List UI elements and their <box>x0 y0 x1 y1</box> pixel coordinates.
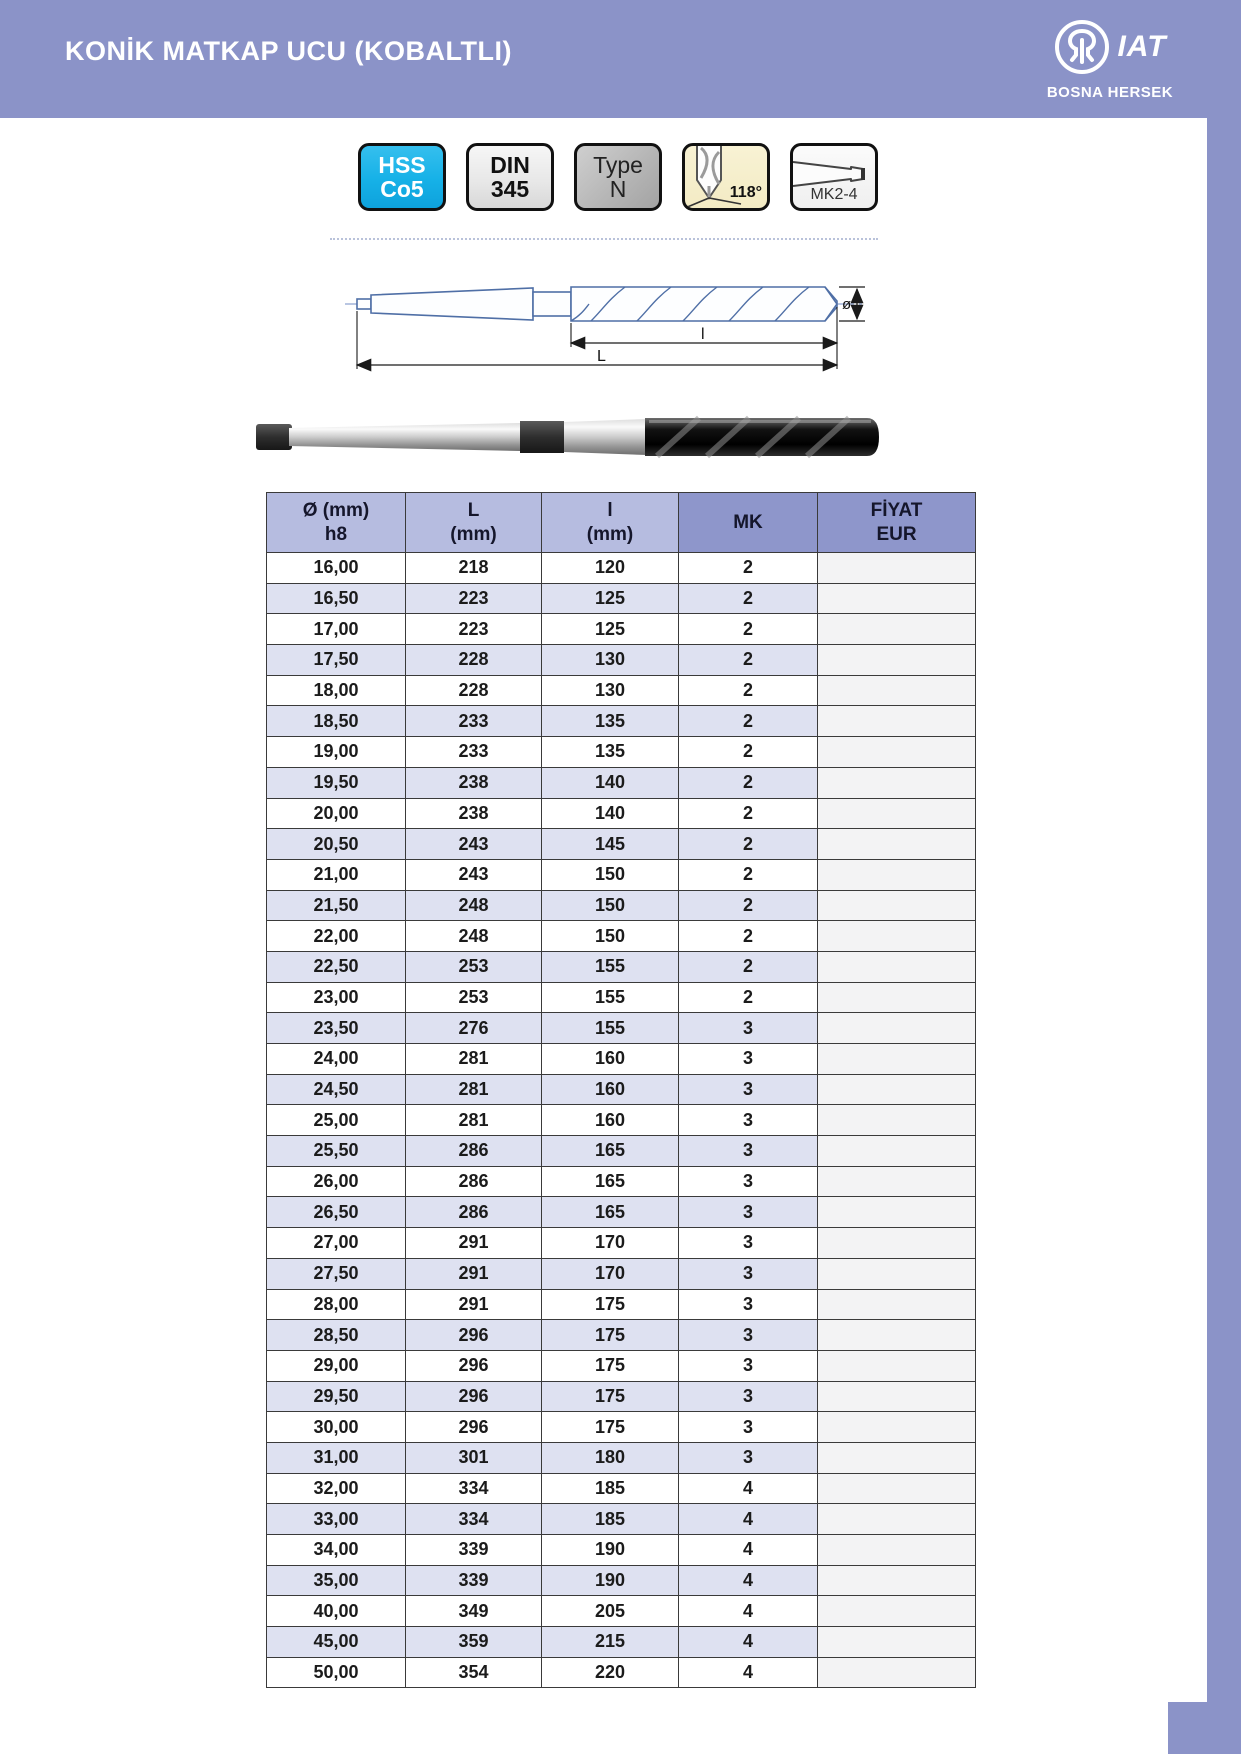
col-diameter-title: Ø (mm) <box>302 499 370 521</box>
price-cell <box>818 1535 976 1566</box>
table-row <box>267 1105 976 1136</box>
table-row <box>267 890 976 921</box>
table-row <box>267 1381 976 1412</box>
diameter-cell: 21,50 <box>267 890 406 921</box>
table-row <box>267 737 976 768</box>
size-table <box>266 492 976 1688</box>
col-flute-length-subtitle: (mm) <box>586 523 634 545</box>
price-cell <box>818 1320 976 1351</box>
mk-cell: 3 <box>679 1228 818 1259</box>
mk-cell: 2 <box>679 706 818 737</box>
diameter-cell: 29,00 <box>267 1350 406 1381</box>
diameter-cell: 22,50 <box>267 951 406 982</box>
col-header-diameter <box>267 493 406 553</box>
total-length-cell: 223 <box>406 583 542 614</box>
price-cell <box>818 1473 976 1504</box>
price-cell <box>818 951 976 982</box>
table-row <box>267 1596 976 1627</box>
diameter-cell: 18,00 <box>267 675 406 706</box>
drill-technical-drawing <box>345 243 875 373</box>
table-row <box>267 1228 976 1259</box>
price-cell <box>818 675 976 706</box>
badge-morse-taper <box>790 143 878 211</box>
total-length-cell: 276 <box>406 1013 542 1044</box>
table-row <box>267 614 976 645</box>
total-length-cell: 223 <box>406 614 542 645</box>
diameter-cell: 31,00 <box>267 1442 406 1473</box>
badge-hss-co5 <box>358 143 446 211</box>
flute-length-cell: 190 <box>542 1565 679 1596</box>
flute-length-cell: 125 <box>542 614 679 645</box>
price-cell <box>818 1013 976 1044</box>
price-cell <box>818 1289 976 1320</box>
size-table-header <box>267 493 976 553</box>
table-row <box>267 859 976 890</box>
total-length-cell: 286 <box>406 1197 542 1228</box>
col-header-total-length <box>406 493 542 553</box>
mk-cell: 3 <box>679 1074 818 1105</box>
mk-cell: 3 <box>679 1442 818 1473</box>
mk-cell: 3 <box>679 1013 818 1044</box>
bottom-right-block <box>1168 1702 1241 1754</box>
mk-cell: 2 <box>679 798 818 829</box>
mk-cell: 2 <box>679 553 818 584</box>
total-length-cell: 243 <box>406 829 542 860</box>
badge-type-line2: N <box>609 176 627 202</box>
flute-length-cell: 150 <box>542 890 679 921</box>
mk-cell: 2 <box>679 859 818 890</box>
diameter-cell: 50,00 <box>267 1657 406 1688</box>
drill-photo <box>255 413 880 461</box>
price-cell <box>818 1627 976 1658</box>
table-row <box>267 982 976 1013</box>
header-bar <box>0 0 1241 118</box>
mk-cell: 3 <box>679 1166 818 1197</box>
flute-length-cell: 175 <box>542 1350 679 1381</box>
price-cell <box>818 1442 976 1473</box>
diameter-cell: 28,00 <box>267 1289 406 1320</box>
diameter-cell: 26,50 <box>267 1197 406 1228</box>
price-cell <box>818 829 976 860</box>
right-sidebar-strip <box>1207 0 1241 1754</box>
brand-name: IAT <box>1117 30 1167 63</box>
diameter-cell: 19,00 <box>267 737 406 768</box>
price-cell <box>818 706 976 737</box>
price-cell <box>818 767 976 798</box>
col-header-mk <box>679 493 818 553</box>
diameter-cell: 45,00 <box>267 1627 406 1658</box>
diameter-cell: 20,00 <box>267 798 406 829</box>
diameter-cell: 27,50 <box>267 1258 406 1289</box>
flute-length-cell: 145 <box>542 829 679 860</box>
table-row <box>267 1657 976 1688</box>
flute-length-cell: 155 <box>542 982 679 1013</box>
mk-cell: 2 <box>679 890 818 921</box>
mk-cell: 4 <box>679 1627 818 1658</box>
price-cell <box>818 1228 976 1259</box>
flute-length-cell: 175 <box>542 1412 679 1443</box>
price-cell <box>818 737 976 768</box>
flute-length-cell: 215 <box>542 1627 679 1658</box>
diameter-cell: 17,00 <box>267 614 406 645</box>
mk-cell: 3 <box>679 1044 818 1075</box>
diameter-cell: 26,00 <box>267 1166 406 1197</box>
price-cell <box>818 1565 976 1596</box>
table-row <box>267 675 976 706</box>
badge-din-line1: DIN <box>490 151 530 178</box>
diameter-cell: 27,00 <box>267 1228 406 1259</box>
flute-length-cell: 135 <box>542 706 679 737</box>
diameter-cell: 33,00 <box>267 1504 406 1535</box>
diameter-cell: 19,50 <box>267 767 406 798</box>
mk-cell: 4 <box>679 1596 818 1627</box>
col-header-flute-length <box>542 493 679 553</box>
mk-cell: 3 <box>679 1136 818 1167</box>
mk-cell: 2 <box>679 951 818 982</box>
mk-cell: 2 <box>679 645 818 676</box>
table-row <box>267 1412 976 1443</box>
price-cell <box>818 1258 976 1289</box>
price-cell <box>818 1596 976 1627</box>
flute-length-cell: 155 <box>542 951 679 982</box>
total-length-cell: 334 <box>406 1473 542 1504</box>
total-length-cell: 248 <box>406 890 542 921</box>
diameter-cell: 22,00 <box>267 921 406 952</box>
badge-din-345 <box>466 143 554 211</box>
table-row <box>267 1044 976 1075</box>
mk-cell: 3 <box>679 1381 818 1412</box>
table-row <box>267 798 976 829</box>
flute-length-label: l <box>701 326 705 343</box>
price-cell <box>818 1504 976 1535</box>
flute-length-cell: 125 <box>542 583 679 614</box>
mk-cell: 2 <box>679 982 818 1013</box>
diameter-cell: 32,00 <box>267 1473 406 1504</box>
price-cell <box>818 1136 976 1167</box>
diameter-cell: 40,00 <box>267 1596 406 1627</box>
mk-cell: 3 <box>679 1105 818 1136</box>
total-length-cell: 238 <box>406 798 542 829</box>
point-angle-label: 118° <box>729 184 762 202</box>
badge-hss-line1: HSS <box>378 151 426 178</box>
flute-length-cell: 165 <box>542 1136 679 1167</box>
col-diameter-subtitle: h8 <box>324 523 348 545</box>
flute-length-cell: 180 <box>542 1442 679 1473</box>
diameter-cell: 23,50 <box>267 1013 406 1044</box>
flute-length-cell: 175 <box>542 1320 679 1351</box>
col-flute-length-title: l <box>607 499 613 521</box>
table-row <box>267 706 976 737</box>
flute-length-cell: 160 <box>542 1044 679 1075</box>
flute-length-cell: 220 <box>542 1657 679 1688</box>
price-cell <box>818 890 976 921</box>
mk-cell: 2 <box>679 767 818 798</box>
spec-badges <box>358 143 878 211</box>
diameter-cell: 28,50 <box>267 1320 406 1351</box>
price-cell <box>818 1105 976 1136</box>
mk-cell: 4 <box>679 1535 818 1566</box>
diameter-cell: 21,00 <box>267 859 406 890</box>
table-row <box>267 1074 976 1105</box>
price-cell <box>818 1381 976 1412</box>
price-cell <box>818 1074 976 1105</box>
total-length-cell: 359 <box>406 1627 542 1658</box>
mk-cell: 2 <box>679 583 818 614</box>
col-total-length-title: L <box>467 499 480 521</box>
total-length-cell: 281 <box>406 1044 542 1075</box>
mk-cell: 2 <box>679 921 818 952</box>
diameter-cell: 16,00 <box>267 553 406 584</box>
flute-length-cell: 175 <box>542 1289 679 1320</box>
flute-length-cell: 140 <box>542 767 679 798</box>
flute-length-cell: 165 <box>542 1166 679 1197</box>
flute-length-cell: 130 <box>542 675 679 706</box>
table-row <box>267 1320 976 1351</box>
price-cell <box>818 1044 976 1075</box>
table-row <box>267 1504 976 1535</box>
badge-type-line1: Type <box>593 151 643 178</box>
table-row <box>267 1013 976 1044</box>
total-length-cell: 296 <box>406 1381 542 1412</box>
price-cell <box>818 1197 976 1228</box>
flute-length-cell: 150 <box>542 921 679 952</box>
flute-length-cell: 170 <box>542 1228 679 1259</box>
total-length-cell: 228 <box>406 645 542 676</box>
price-cell <box>818 1657 976 1688</box>
flute-length-cell: 160 <box>542 1105 679 1136</box>
diameter-cell: 17,50 <box>267 645 406 676</box>
total-length-cell: 291 <box>406 1258 542 1289</box>
table-row <box>267 1473 976 1504</box>
total-length-cell: 286 <box>406 1166 542 1197</box>
table-row <box>267 829 976 860</box>
mk-cell: 2 <box>679 829 818 860</box>
mk-cell: 3 <box>679 1289 818 1320</box>
total-length-cell: 296 <box>406 1412 542 1443</box>
total-length-cell: 334 <box>406 1504 542 1535</box>
table-row <box>267 1136 976 1167</box>
mk-cell: 2 <box>679 614 818 645</box>
price-cell <box>818 583 976 614</box>
col-header-price <box>818 493 976 553</box>
diameter-cell: 30,00 <box>267 1412 406 1443</box>
price-cell <box>818 798 976 829</box>
total-length-cell: 238 <box>406 767 542 798</box>
total-length-cell: 233 <box>406 737 542 768</box>
flute-length-cell: 205 <box>542 1596 679 1627</box>
mk-cell: 3 <box>679 1258 818 1289</box>
total-length-cell: 218 <box>406 553 542 584</box>
table-row <box>267 645 976 676</box>
price-cell <box>818 553 976 584</box>
badge-hss-line2: Co5 <box>380 176 424 202</box>
flute-length-cell: 150 <box>542 859 679 890</box>
table-row <box>267 1535 976 1566</box>
total-length-cell: 253 <box>406 951 542 982</box>
total-length-cell: 286 <box>406 1136 542 1167</box>
flute-length-cell: 170 <box>542 1258 679 1289</box>
total-length-cell: 339 <box>406 1565 542 1596</box>
flute-length-cell: 155 <box>542 1013 679 1044</box>
total-length-cell: 301 <box>406 1442 542 1473</box>
total-length-cell: 291 <box>406 1289 542 1320</box>
col-mk-title: MK <box>733 511 763 533</box>
table-row <box>267 1197 976 1228</box>
table-row <box>267 583 976 614</box>
flute-length-cell: 165 <box>542 1197 679 1228</box>
col-total-length-subtitle: (mm) <box>450 523 497 545</box>
mk-cell: 4 <box>679 1473 818 1504</box>
mk-cell: 3 <box>679 1197 818 1228</box>
flute-length-cell: 160 <box>542 1074 679 1105</box>
brand-block <box>1040 18 1180 101</box>
total-length-cell: 281 <box>406 1074 542 1105</box>
flute-length-cell: 175 <box>542 1381 679 1412</box>
diameter-cell: 16,50 <box>267 583 406 614</box>
price-cell <box>818 645 976 676</box>
morse-taper-label: MK2-4 <box>810 186 858 204</box>
col-price-subtitle: EUR <box>876 523 917 545</box>
price-cell <box>818 982 976 1013</box>
total-length-cell: 354 <box>406 1657 542 1688</box>
diameter-cell: 29,50 <box>267 1381 406 1412</box>
table-row <box>267 553 976 584</box>
price-cell <box>818 1412 976 1443</box>
flute-length-cell: 120 <box>542 553 679 584</box>
total-length-cell: 291 <box>406 1228 542 1259</box>
mk-cell: 3 <box>679 1320 818 1351</box>
table-row <box>267 1350 976 1381</box>
table-row <box>267 921 976 952</box>
diameter-cell: 23,00 <box>267 982 406 1013</box>
mk-cell: 4 <box>679 1504 818 1535</box>
flute-length-cell: 185 <box>542 1473 679 1504</box>
diameter-cell: 18,50 <box>267 706 406 737</box>
table-row <box>267 1442 976 1473</box>
page-title: KONİK MATKAP UCU (KOBALTLI) <box>65 36 512 66</box>
total-length-cell: 349 <box>406 1596 542 1627</box>
diameter-cell: 24,50 <box>267 1074 406 1105</box>
table-row <box>267 1565 976 1596</box>
table-row <box>267 767 976 798</box>
mk-cell: 3 <box>679 1350 818 1381</box>
total-length-cell: 281 <box>406 1105 542 1136</box>
badge-din-line2: 345 <box>490 176 530 202</box>
diameter-cell: 35,00 <box>267 1565 406 1596</box>
total-length-cell: 228 <box>406 675 542 706</box>
total-length-cell: 296 <box>406 1350 542 1381</box>
total-length-cell: 243 <box>406 859 542 890</box>
flute-length-cell: 190 <box>542 1535 679 1566</box>
size-table-body <box>267 553 976 1688</box>
mk-cell: 2 <box>679 737 818 768</box>
price-cell <box>818 1166 976 1197</box>
mk-cell: 3 <box>679 1412 818 1443</box>
price-cell <box>818 859 976 890</box>
mk-cell: 4 <box>679 1657 818 1688</box>
diameter-cell: 25,00 <box>267 1105 406 1136</box>
badge-type-n <box>574 143 662 211</box>
dotted-divider <box>330 238 878 240</box>
flute-length-cell: 185 <box>542 1504 679 1535</box>
table-row <box>267 1258 976 1289</box>
total-length-cell: 339 <box>406 1535 542 1566</box>
total-length-label: L <box>597 348 606 365</box>
diameter-cell: 24,00 <box>267 1044 406 1075</box>
table-row <box>267 951 976 982</box>
diameter-cell: 34,00 <box>267 1535 406 1566</box>
flute-length-cell: 140 <box>542 798 679 829</box>
diameter-cell: 25,50 <box>267 1136 406 1167</box>
flute-length-cell: 130 <box>542 645 679 676</box>
iat-logo-icon <box>1053 18 1111 76</box>
mk-cell: 2 <box>679 675 818 706</box>
total-length-cell: 248 <box>406 921 542 952</box>
diameter-label: ø <box>842 296 852 313</box>
total-length-cell: 233 <box>406 706 542 737</box>
mk-cell: 4 <box>679 1565 818 1596</box>
brand-country: BOSNA HERSEK <box>1046 84 1174 101</box>
diameter-cell: 20,50 <box>267 829 406 860</box>
total-length-cell: 296 <box>406 1320 542 1351</box>
price-cell <box>818 1350 976 1381</box>
price-cell <box>818 921 976 952</box>
price-cell <box>818 614 976 645</box>
col-price-title: FİYAT <box>870 499 923 521</box>
badge-point-angle <box>682 143 770 211</box>
table-row <box>267 1627 976 1658</box>
table-row <box>267 1289 976 1320</box>
table-row <box>267 1166 976 1197</box>
flute-length-cell: 135 <box>542 737 679 768</box>
total-length-cell: 253 <box>406 982 542 1013</box>
